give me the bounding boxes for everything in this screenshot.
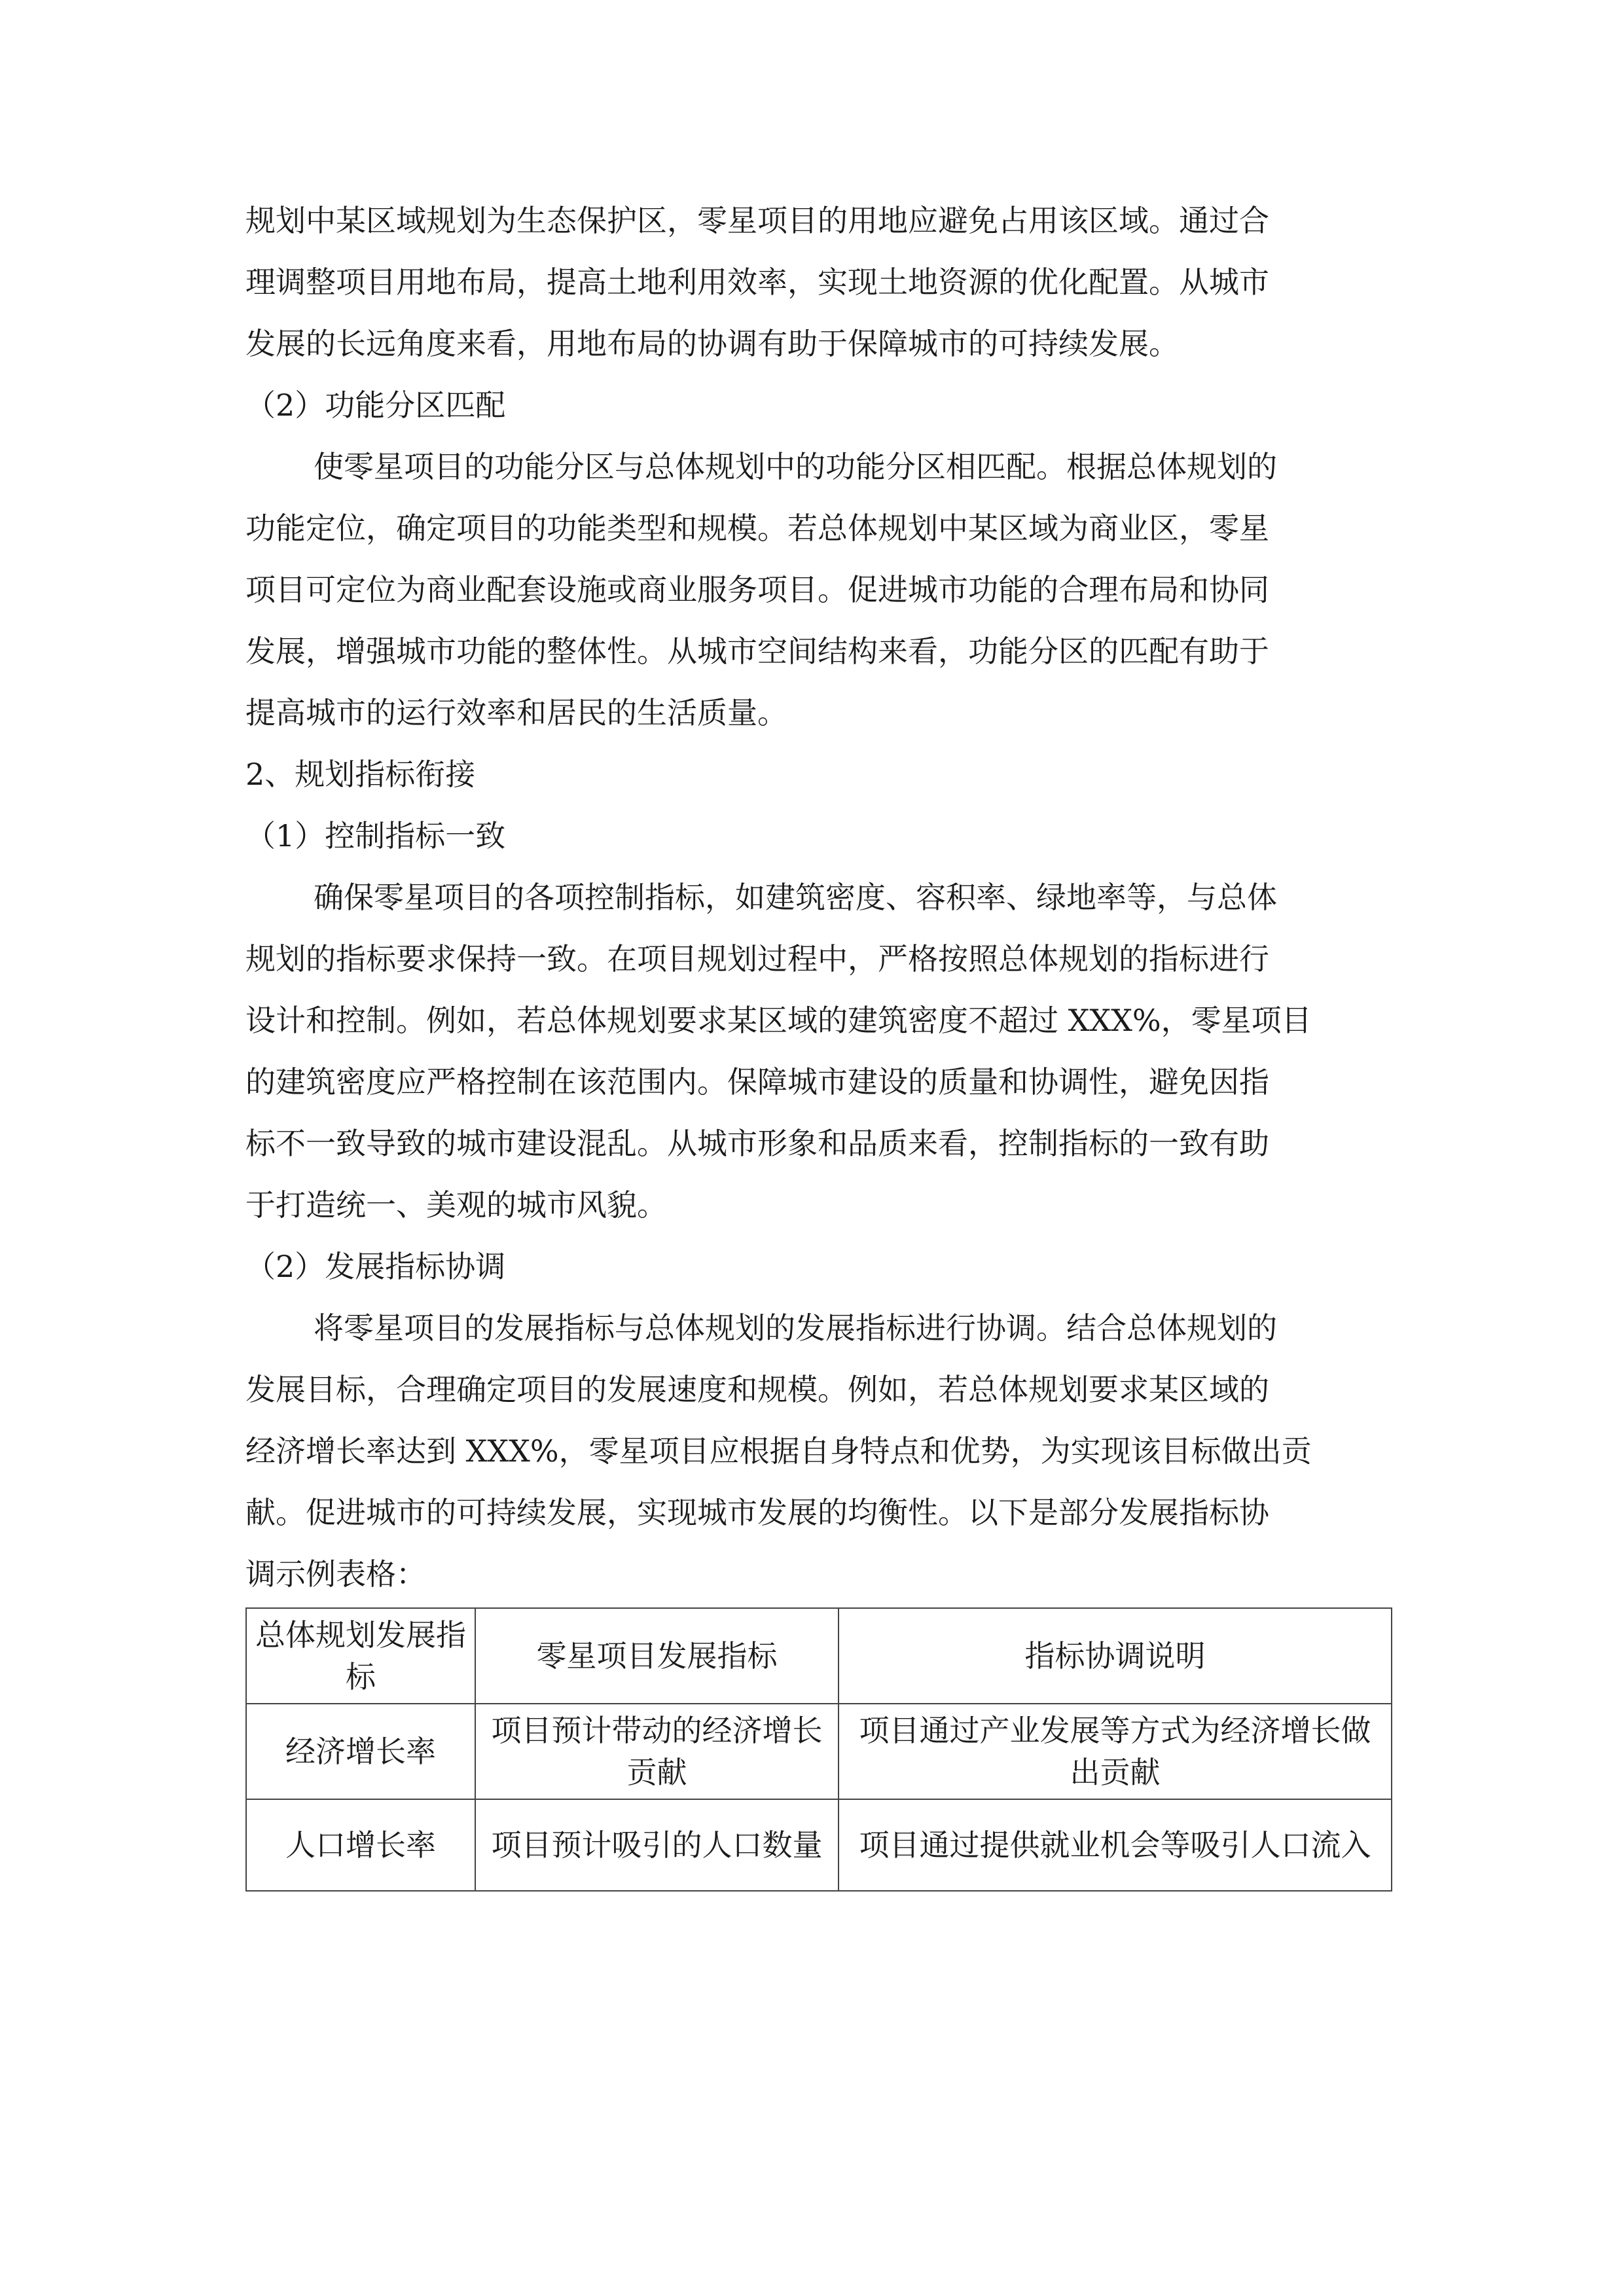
- paragraph-line: 调示例表格：: [245, 1556, 426, 1592]
- table-header-cell: 零星项目发展指标: [475, 1608, 839, 1704]
- table-header-cell: 指标协调说明: [839, 1608, 1392, 1704]
- paragraph-line: 献。促进城市的可持续发展，实现城市发展的均衡性。以下是部分发展指标协: [245, 1495, 1269, 1530]
- subheading-control-indicators: （1）控制指标一致: [245, 818, 506, 853]
- paragraph-line: 规划中某区域规划为生态保护区，零星项目的用地应避免占用该区域。通过合: [245, 203, 1269, 238]
- paragraph-line: 发展目标，合理确定项目的发展速度和规模。例如，若总体规划要求某区域的: [245, 1372, 1269, 1407]
- paragraph-line: 功能定位，确定项目的功能类型和规模。若总体规划中某区域为商业区，零星: [245, 511, 1269, 546]
- paragraph-development-indicators: [245, 1297, 1391, 1605]
- paragraph-line: 发展，增强城市功能的整体性。从城市空间结构来看，功能分区的匹配有助于: [245, 634, 1269, 669]
- indicator-coordination-table: [245, 1607, 1392, 1892]
- paragraph-line: 将零星项目的发展指标与总体规划的发展指标进行协调。结合总体规划的: [314, 1310, 1277, 1346]
- paragraph-line: 于打造统一、美观的城市风貌。: [245, 1187, 667, 1223]
- table-cell: 人口增长率: [246, 1799, 475, 1891]
- document-page: [245, 190, 1391, 1892]
- table-cell: 项目通过提供就业机会等吸引人口流入: [839, 1799, 1392, 1891]
- table-header-row: [246, 1608, 1392, 1704]
- subheading-function-zoning: （2）功能分区匹配: [245, 387, 506, 423]
- table-cell: 项目预计吸引的人口数量: [475, 1799, 839, 1891]
- subheading-development-indicators: （2）发展指标协调: [245, 1249, 506, 1284]
- table-cell: 项目通过产业发展等方式为经济增长做出贡献: [839, 1704, 1392, 1799]
- table-cell: 经济增长率: [246, 1704, 475, 1799]
- paragraph-line: 理调整项目用地布局，提高土地利用效率，实现土地资源的优化配置。从城市: [245, 264, 1269, 300]
- paragraph-line: 设计和控制。例如，若总体规划要求某区域的建筑密度不超过 XXX%，零星项目: [245, 1003, 1312, 1038]
- paragraph-line: 规划的指标要求保持一致。在项目规划过程中，严格按照总体规划的指标进行: [245, 941, 1269, 977]
- section-title-planning-indicators: 2、规划指标衔接: [245, 757, 476, 792]
- table-header-cell: 总体规划发展指标: [246, 1608, 475, 1704]
- table-row: [246, 1799, 1392, 1891]
- paragraph-land-layout: [245, 190, 1391, 374]
- paragraph-line: 使零星项目的功能分区与总体规划中的功能分区相匹配。根据总体规划的: [314, 449, 1277, 484]
- paragraph-control-indicators: [245, 867, 1391, 1236]
- paragraph-line: 项目可定位为商业配套设施或商业服务项目。促进城市功能的合理布局和协同: [245, 572, 1269, 607]
- table-cell: 项目预计带动的经济增长贡献: [475, 1704, 839, 1799]
- paragraph-line: 标不一致导致的城市建设混乱。从城市形象和品质来看，控制指标的一致有助: [245, 1126, 1269, 1161]
- paragraph-line: 提高城市的运行效率和居民的生活质量。: [245, 695, 787, 730]
- table-row: [246, 1704, 1392, 1799]
- paragraph-line: 确保零星项目的各项控制指标，如建筑密度、容积率、绿地率等，与总体: [314, 880, 1277, 915]
- paragraph-line: 发展的长远角度来看，用地布局的协调有助于保障城市的可持续发展。: [245, 326, 1179, 361]
- paragraph-line: 的建筑密度应严格控制在该范围内。保障城市建设的质量和协调性，避免因指: [245, 1064, 1269, 1100]
- paragraph-function-zoning: [245, 436, 1391, 744]
- paragraph-line: 经济增长率达到 XXX%，零星项目应根据自身特点和优势，为实现该目标做出贡: [245, 1433, 1312, 1469]
